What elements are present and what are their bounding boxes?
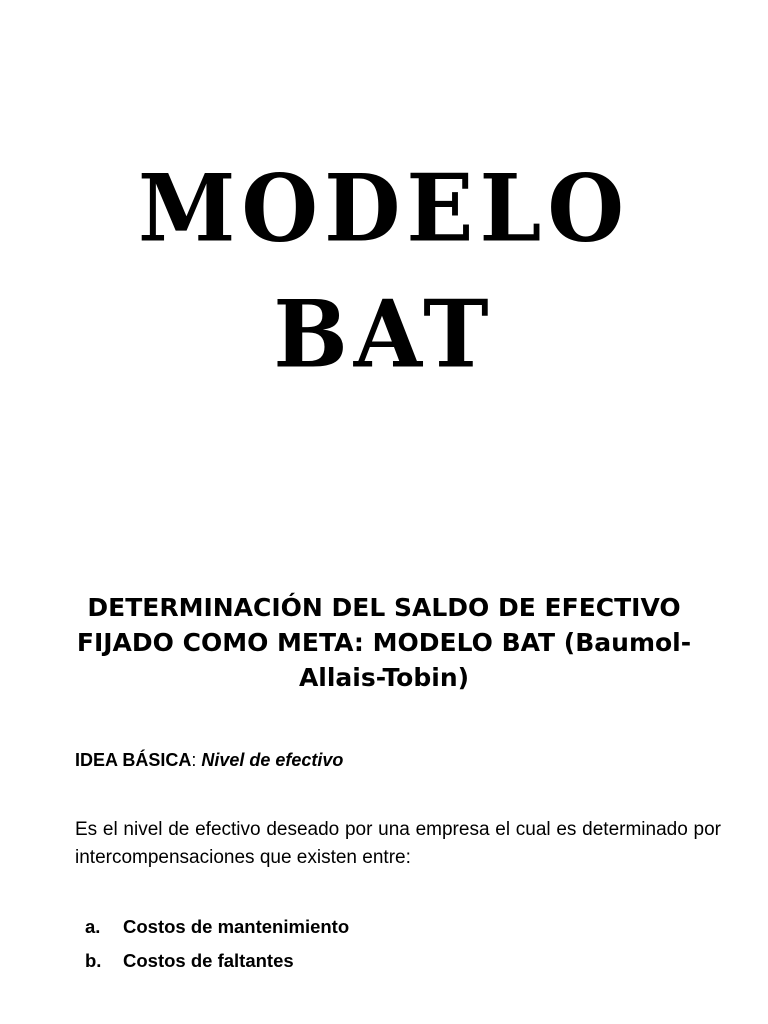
idea-label: IDEA BÁSICA — [75, 750, 192, 770]
list-marker: a. — [85, 916, 101, 937]
definition-paragraph: Es el nivel de efectivo deseado por una empresa el cual es determinado por intercompensaciones que existen entre: — [75, 819, 721, 868]
section-heading: DETERMINACIÓN DEL SALDO DE EFECTIVO FIJADO COMO META: MODELO BAT (Baumol-Allais-Tobin) — [76, 593, 692, 692]
list-item — [75, 944, 349, 978]
idea-line — [75, 750, 343, 771]
cost-list — [75, 910, 349, 978]
list-item-label: Costos de faltantes — [123, 950, 294, 971]
main-title-line-1 — [0, 153, 768, 263]
idea-separator: : — [191, 750, 202, 770]
list-item — [75, 910, 349, 944]
idea-value: Nivel de efectivo — [201, 750, 344, 770]
list-item-label: Costos de mantenimiento — [123, 916, 350, 937]
list-marker: b. — [85, 950, 102, 971]
main-title-line-2 — [0, 279, 768, 389]
main-title-text-2: BAT — [273, 279, 495, 389]
main-title-text-1: MODELO — [138, 153, 630, 263]
